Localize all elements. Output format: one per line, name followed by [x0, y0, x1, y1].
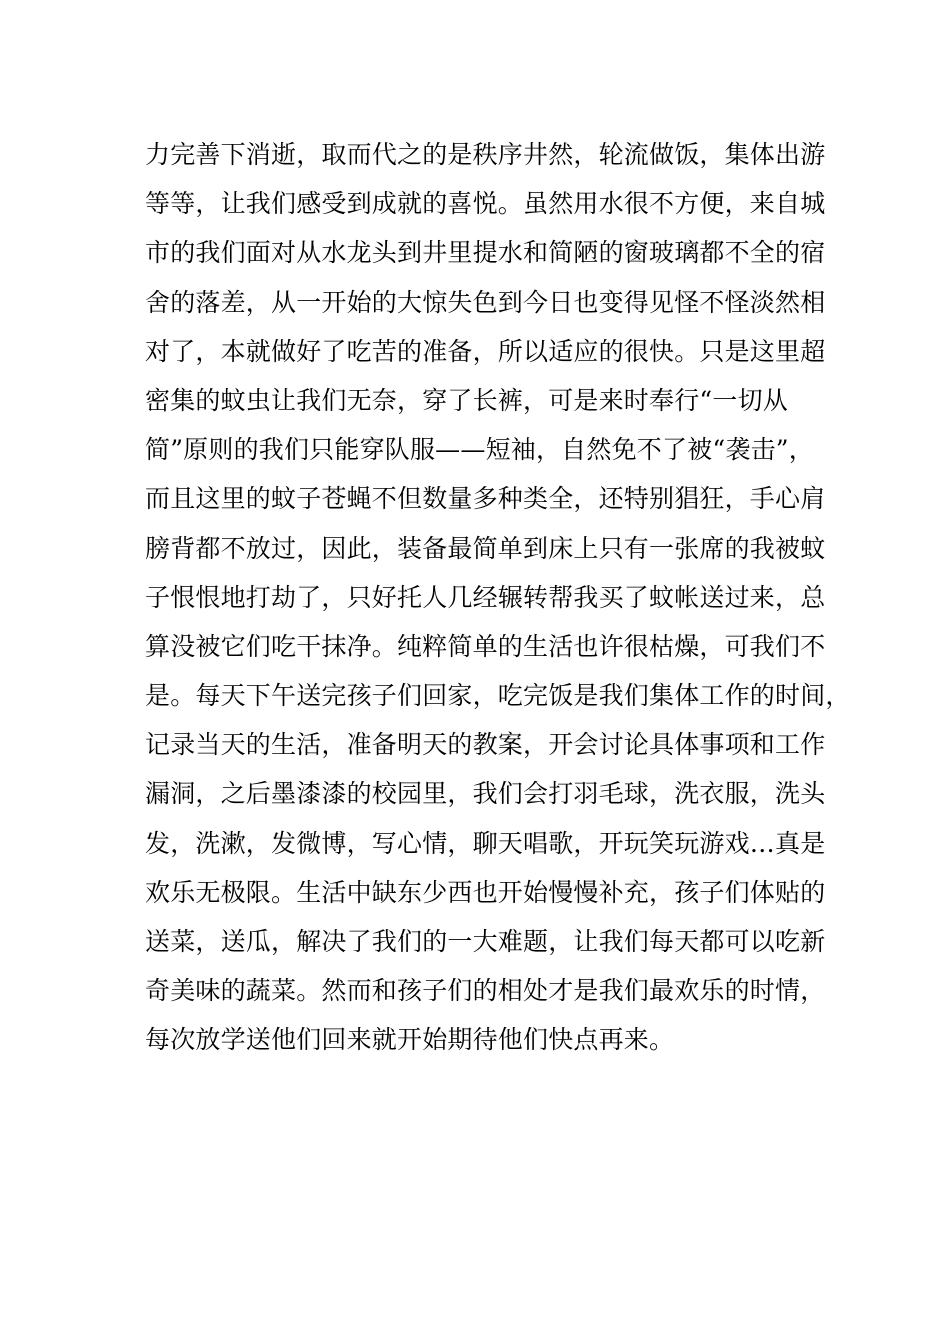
text-line: 市的我们面对从水龙头到井里提水和简陋的窗玻璃都不全的宿: [145, 238, 826, 268]
text-line: 送菜，送瓜，解决了我们的一大难题，让我们每天都可以吃新: [145, 927, 826, 956]
text-line: 等等，让我们感受到成就的喜悦。虽然用水很不方便，来自城: [145, 189, 826, 219]
text-line: 发，洗漱，发微博，写心情，聊天唱歌，开玩笑玩游戏…真是: [145, 828, 826, 858]
text-line: 密集的蚊虫让我们无奈，穿了长裤，可是来时奉行“一切从: [145, 385, 788, 415]
text-line: 力完善下消逝，取而代之的是秩序井然，轮流做饭，集体出游: [145, 140, 826, 169]
text-line: 欢乐无极限。生活中缺东少西也开始慢慢补充，孩子们体贴的: [145, 877, 826, 907]
text-line: 记录当天的生活，准备明天的教案，开会讨论具体事项和工作: [145, 730, 826, 760]
text-line: 每次放学送他们回来就开始期待他们快点再来。: [145, 1025, 675, 1055]
text-line: 舍的落差，从一开始的大惊失色到今日也变得见怪不怪淡然相: [145, 287, 826, 317]
text-line: 膀背都不放过，因此，装备最简单到床上只有一张席的我被蚊: [145, 533, 826, 563]
text-line: 对了，本就做好了吃苦的准备，所以适应的很快。只是这里超: [145, 336, 826, 366]
text-line: 简”原则的我们只能穿队服——短袖，自然免不了被“袭击”，: [145, 435, 814, 465]
text-line: 是。每天下午送完孩子们回家，吃完饭是我们集体工作的时间，: [145, 681, 851, 711]
text-line: 漏洞，之后墨漆漆的校园里，我们会打羽毛球，洗衣服，洗头: [145, 779, 826, 809]
text-line: 子恨恨地打劫了，只好托人几经辗转帮我买了蚊帐送过来，总: [145, 582, 826, 612]
text-line: 而且这里的蚊子苍蝇不但数量多种类全，还特别猖狂，手心肩: [145, 484, 826, 514]
body-text: [145, 130, 851, 1065]
text-line: 奇美味的蔬菜。然而和孩子们的相处才是我们最欢乐的时情，: [145, 976, 826, 1006]
text-line: 算没被它们吃干抹净。纯粹简单的生活也许很枯燥，可我们不: [145, 631, 826, 661]
